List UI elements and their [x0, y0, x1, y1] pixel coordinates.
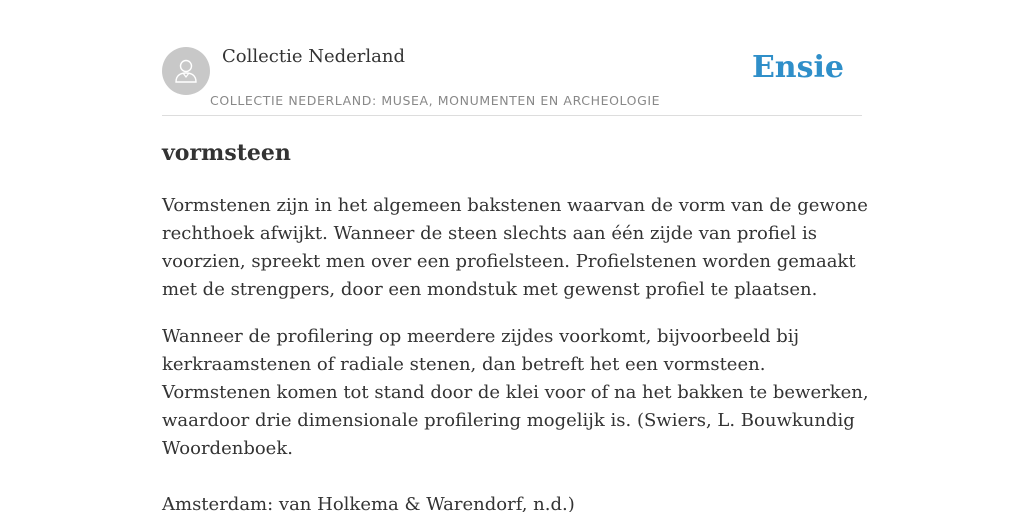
author-avatar[interactable]	[162, 47, 210, 95]
entry-title: vormsteen	[162, 140, 291, 166]
user-icon	[172, 57, 200, 85]
ensie-logo[interactable]: Ensie	[751, 50, 844, 85]
entry-header	[162, 40, 862, 116]
entry-paragraph: Amsterdam: van Holkema & Warendorf, n.d.)	[162, 494, 575, 512]
entry-paragraph: Wanneer de profilering op meerdere zijdes voorkomt, bijvoorbeeld bij kerkraamstenen of radiale stenen, dan betreft het een vormsteen. Vormstenen komen tot stand door de klei voor of na het bakken te bewerken, waardoor drie dimensionale profilering mogelijk is. (Swiers, L. Bouwkundig Woordenboek.	[162, 326, 869, 459]
author-name[interactable]: Collectie Nederland	[222, 46, 406, 67]
source-collection[interactable]: COLLECTIE NEDERLAND: MUSEA, MONUMENTEN EN ARCHEOLOGIE	[210, 93, 661, 108]
entry-body	[162, 192, 872, 512]
entry-paragraph: Vormstenen zijn in het algemeen bakstenen waarvan de vorm van de gewone rechthoek afwijkt. Wanneer de steen slechts aan één zijde van profiel is voorzien, spreekt men over een profielsteen. Profielstenen worden gemaakt met de strengpers, door een mondstuk met gewenst profiel te plaatsen.	[162, 195, 868, 300]
